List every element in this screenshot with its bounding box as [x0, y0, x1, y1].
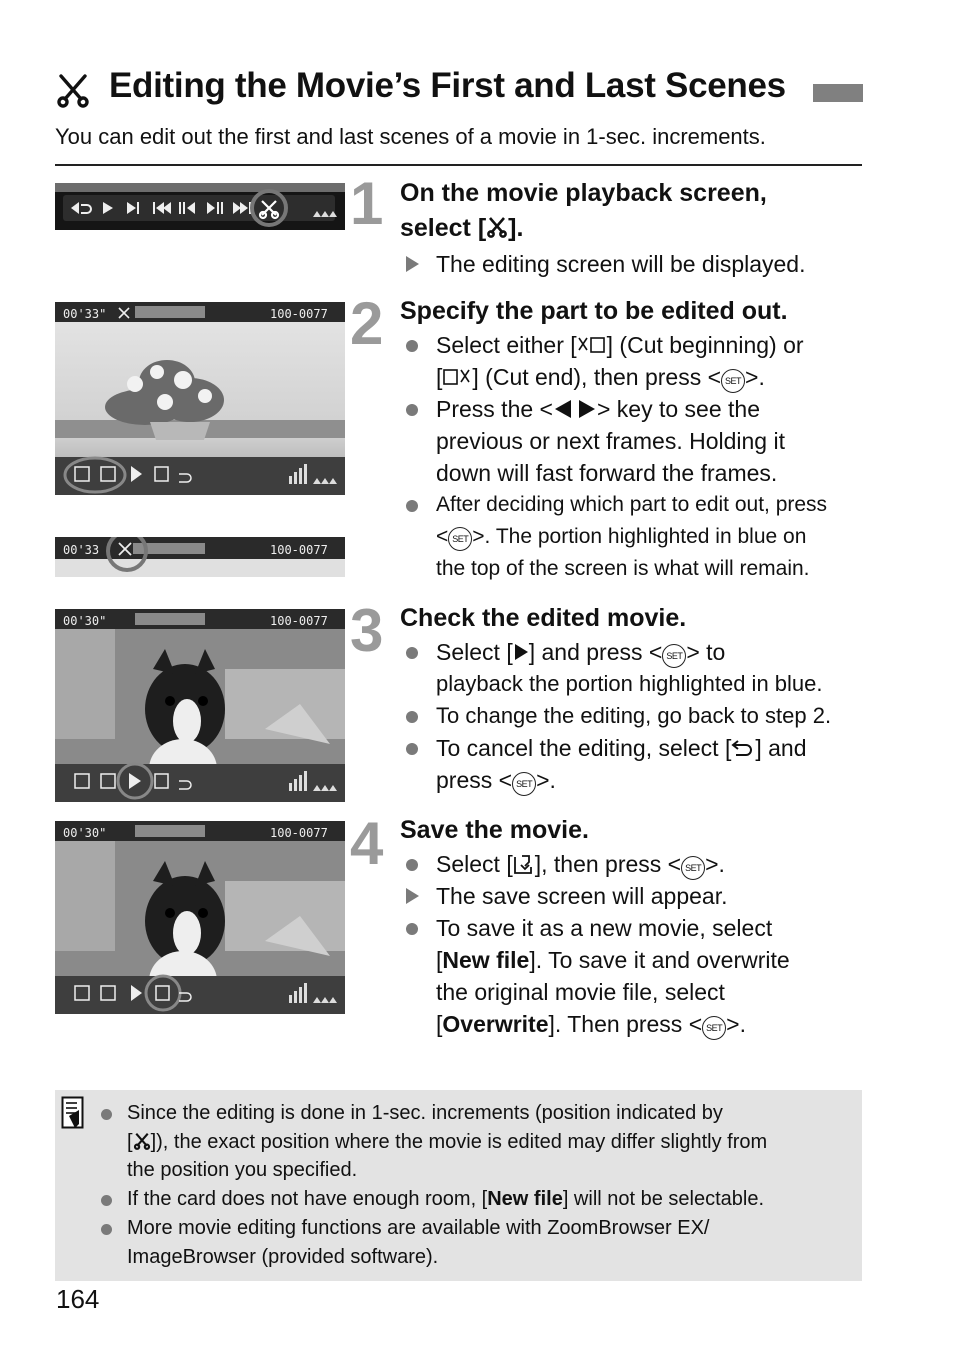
- set-button-icon: SET: [702, 1016, 726, 1040]
- step-number-4: 4: [350, 810, 384, 877]
- section-title-row: [55, 64, 863, 110]
- scissors-icon: [55, 72, 91, 108]
- set-button-icon: SET: [721, 369, 745, 393]
- step-number-3: 3: [350, 597, 384, 664]
- edit-screen-save-screenshot: [55, 821, 345, 1014]
- step-2-bullet-2: Press the < > key to see the: [400, 393, 870, 425]
- edit-screen-flowers-screenshot: [55, 302, 345, 495]
- edit-screen-play-screenshot: [55, 609, 345, 802]
- step-4: Save the movie. Select [ ], then press < SET >. The save screen will appear. To save it as a new movie, select [New file]. To save it and overwrite the original movie file, select [Overwrite]. Then press < SET >.: [400, 813, 870, 1040]
- note-bullet-3: More movie editing functions are available with ZoomBrowser EX/: [127, 1214, 709, 1243]
- header-divider: [55, 164, 862, 166]
- step-2: Specify the part to be edited out. Select either [ ] (Cut beginning) or [ ] (Cut end), then press < SET >. Press the < > key to see the previous or next frames. Holding it down will fast forward the frames. After deciding which part to edit out, press < SET >. The portion highlighted in blue on the top of the screen is what will remain.: [400, 294, 870, 585]
- step-number-1: 1: [350, 170, 384, 237]
- note-bullet-2: If the card does not have enough room, [New file] will not be selectable.: [127, 1185, 764, 1214]
- shot2b-file: 100-0077: [270, 543, 328, 557]
- scissors-icon: [486, 216, 508, 238]
- step-3-bullet-3: To cancel the editing, select [ ] and: [400, 732, 870, 764]
- shot4-file: 100-0077: [270, 826, 328, 840]
- cut-beginning-icon: [577, 335, 607, 355]
- step-3-heading: Check the edited movie.: [400, 604, 687, 632]
- shot4-time: 00'30": [63, 826, 107, 840]
- left-right-key-icon: [553, 399, 597, 419]
- shot2-file: 100-0077: [270, 307, 328, 321]
- step-2-bullet-3: After deciding which part to edit out, press: [400, 489, 870, 521]
- note-box: Since the editing is done in 1-sec. increments (position indicated by [ ]), the exact position where the movie is edited may differ slightly from the position you specified. If the card does not have enough room, [New file] will not be selectable. More movie editing functions are available with ZoomBrowser EX/ ImageBrowser (provided software).: [55, 1090, 862, 1281]
- step-number-2: 2: [350, 290, 384, 357]
- step-3-bullet-2: To change the editing, go back to step 2.: [400, 700, 870, 732]
- step-2-bullet-1: Select either [ ] (Cut beginning) or: [400, 329, 870, 361]
- play-icon: [513, 642, 529, 662]
- set-button-icon: SET: [512, 772, 536, 796]
- step-3: Check the edited movie. Select [ ] and press < SET > to playback the portion highlighted in blue. To change the editing, go back to step 2. To cancel the editing, select [ ] and press < SET >.: [400, 601, 870, 796]
- step-1-heading: On the movie playback screen, select [ ].: [400, 179, 767, 242]
- set-button-icon: SET: [448, 527, 472, 551]
- set-button-icon: SET: [662, 644, 686, 668]
- cut-marker-screenshot: [55, 537, 345, 577]
- step-1: [400, 176, 862, 280]
- scissors-icon: [133, 1132, 151, 1150]
- page-number: 164: [56, 1284, 100, 1314]
- step-4-bullet-2: To save it as a new movie, select: [400, 912, 870, 944]
- shot3-time: 00'30": [63, 614, 107, 628]
- title-accent-bar: [813, 84, 863, 102]
- step-3-bullet-1: Select [ ] and press < SET > to: [400, 636, 870, 668]
- shot2-time: 00'33": [63, 307, 107, 321]
- step-4-heading: Save the movie.: [400, 816, 589, 844]
- shot3-file: 100-0077: [270, 614, 328, 628]
- cut-end-icon: [442, 367, 472, 387]
- save-icon: [513, 853, 535, 875]
- shot2b-time: 00'33: [63, 543, 100, 557]
- step-4-result: The save screen will appear.: [400, 880, 870, 912]
- page-title: Editing the Movie’s First and Last Scenes: [109, 66, 786, 105]
- step-4-bullet-1: Select [ ], then press < SET >.: [400, 848, 870, 880]
- intro-text: You can edit out the first and last scenes of a movie in 1-sec. increments.: [55, 124, 766, 149]
- note-bullet-1: Since the editing is done in 1-sec. increments (position indicated by: [127, 1099, 723, 1128]
- playback-bar-screenshot: [55, 183, 345, 230]
- set-button-icon: SET: [681, 856, 705, 880]
- memo-note-icon: [61, 1096, 85, 1130]
- step-2-heading: Specify the part to be edited out.: [400, 297, 788, 325]
- step-1-result: The editing screen will be displayed.: [400, 248, 862, 280]
- return-icon: [731, 738, 755, 758]
